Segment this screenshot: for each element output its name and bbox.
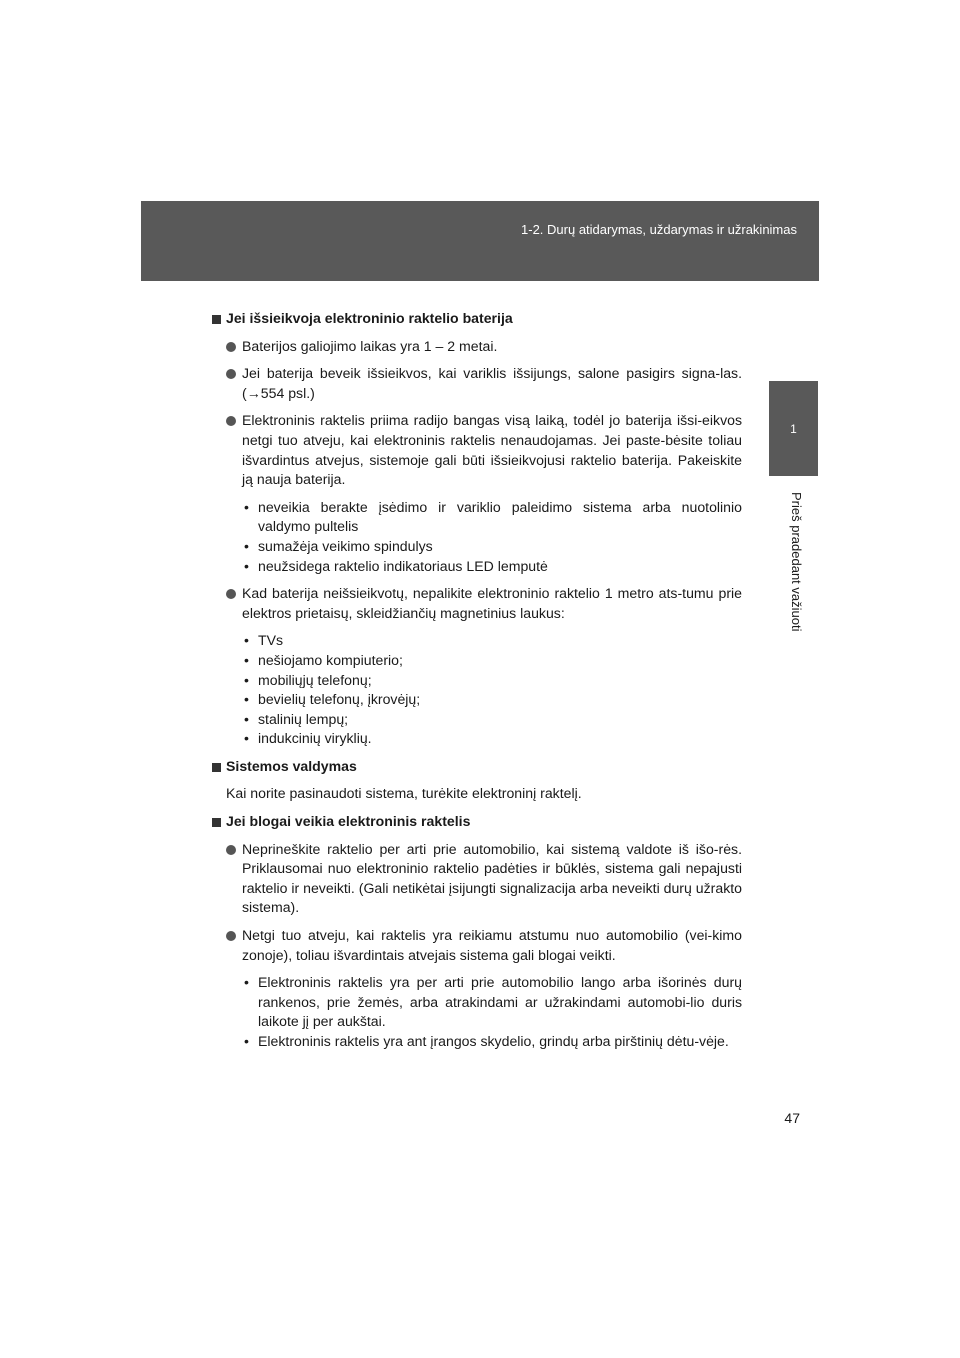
sub-list-item: • indukcinių viryklių.: [244, 730, 372, 747]
square-bullet-icon: [212, 763, 221, 772]
chapter-header-band: [141, 201, 819, 281]
square-bullet-icon: [212, 818, 221, 827]
sub-list-item: • Elektroninis raktelis yra ant įrangos skydelio, grindų arba pirštinių dėtu-vėje.: [244, 1033, 729, 1049]
chapter-tab: 1: [769, 381, 818, 476]
chapter-side-label: Prieš pradedant važiuoti: [789, 492, 804, 632]
bullet-item: Neprineškite raktelio per arti prie automobilio, kai sistemą valdote iš išo-rės. Priklausomai nuo elektroninio raktelio padėties ir būklės, sistema gali nepajusti raktelio ir neveikti. (Gali netikėtai įsijungti signalizacija arba neveikti durų užrakto sistema).: [212, 840, 742, 918]
page-number: 47: [784, 1110, 800, 1126]
sub-list-item: • stalinių lempų;: [244, 710, 349, 727]
sub-list: [242, 631, 742, 749]
round-bullet-icon: [226, 589, 236, 599]
bullet-item: Elektroninis raktelis priima radijo bangas visą laiką, todėl jo baterija išsi-eikvos netgi tuo atveju, kai elektroninis raktelis nenaudojamas. Jei paste-bėsite toliau išvardintus atvejus, sistemoje gali būti išsieikvojusi raktelio baterija. Pakeiskite ją nauja baterija. • neveikia berakte įsėdimo ir variklio paleidimo sistema arba nuotolinio valdymo pultelis • sumažėja veikimo spindulys • neužsidega raktelio indikatoriaus LED lemputė: [212, 411, 742, 576]
sub-list-item: • mobiliųjų telefonų;: [244, 671, 372, 688]
round-bullet-icon: [226, 931, 236, 941]
bullet-item: Jei baterija beveik išsieikvos, kai variklis išsijungs, salone pasigirs signa-las. (→554 psl.): [212, 364, 742, 403]
sub-list-item: • sumažėja veikimo spindulys: [244, 537, 433, 554]
sub-list-item: • nešiojamo kompiuterio;: [244, 651, 403, 668]
sub-list: [242, 973, 742, 1051]
sub-list: [242, 498, 742, 576]
round-bullet-icon: [226, 369, 236, 379]
bullet-item: Kad baterija neišsieikvotų, nepalikite elektroninio raktelio 1 metro ats-tumu prie elektros prietaisų, skleidžiančių magnetinius laukus: • TVs • nešiojamo kompiuterio; • mobiliųjų telefonų; • bevielių telefonų, įkrovėjų; • stalinių lempų; • indukcinių viryklių.: [212, 584, 742, 749]
section-title: Sistemos valdymas: [212, 757, 742, 777]
bullet-item: Baterijos galiojimo laikas yra 1 – 2 metai.: [212, 337, 742, 357]
paragraph: Kai norite pasinaudoti sistema, turėkite elektroninį raktelį.: [226, 785, 582, 802]
round-bullet-icon: [226, 845, 236, 855]
sub-list-item: • Elektroninis raktelis yra per arti prie automobilio lango arba išorinės durų rankenos, prie žemės, arba atrakindami ar užrakindami automobi-lio duris laikote jį per aukštai.: [244, 974, 742, 1030]
square-bullet-icon: [212, 315, 221, 324]
page-content: [212, 309, 742, 1060]
round-bullet-icon: [226, 416, 236, 426]
section-title: Jei blogai veikia elektroninis raktelis: [212, 812, 742, 832]
bullet-item: Netgi tuo atveju, kai raktelis yra reikiamu atstumu nuo automobilio (vei-kimo zonoje), toliau išvardintais atvejais sistema gali blogai veikti. • Elektroninis raktelis yra per arti prie automobilio lango arba išorinės durų rankenos, prie žemės, arba atrakindami ar užrakindami automobi-lio duris laikote jį per aukštai. • Elektroninis raktelis yra ant įrangos skydelio, grindų arba pirštinių dėtu-vėje.: [212, 926, 742, 1052]
sub-list-item: • TVs: [244, 632, 284, 649]
chapter-title: 1-2. Durų atidarymas, uždarymas ir užrakinimas: [521, 222, 797, 237]
sub-list-item: • neveikia berakte įsėdimo ir variklio paleidimo sistema arba nuotolinio valdymo pultelis: [244, 498, 742, 535]
sub-list-item: • neužsidega raktelio indikatoriaus LED lemputė: [244, 557, 548, 574]
section-title: Jei išsieikvoja elektroninio raktelio baterija: [212, 309, 742, 329]
round-bullet-icon: [226, 342, 236, 352]
sub-list-item: • bevielių telefonų, įkrovėjų;: [244, 691, 421, 708]
